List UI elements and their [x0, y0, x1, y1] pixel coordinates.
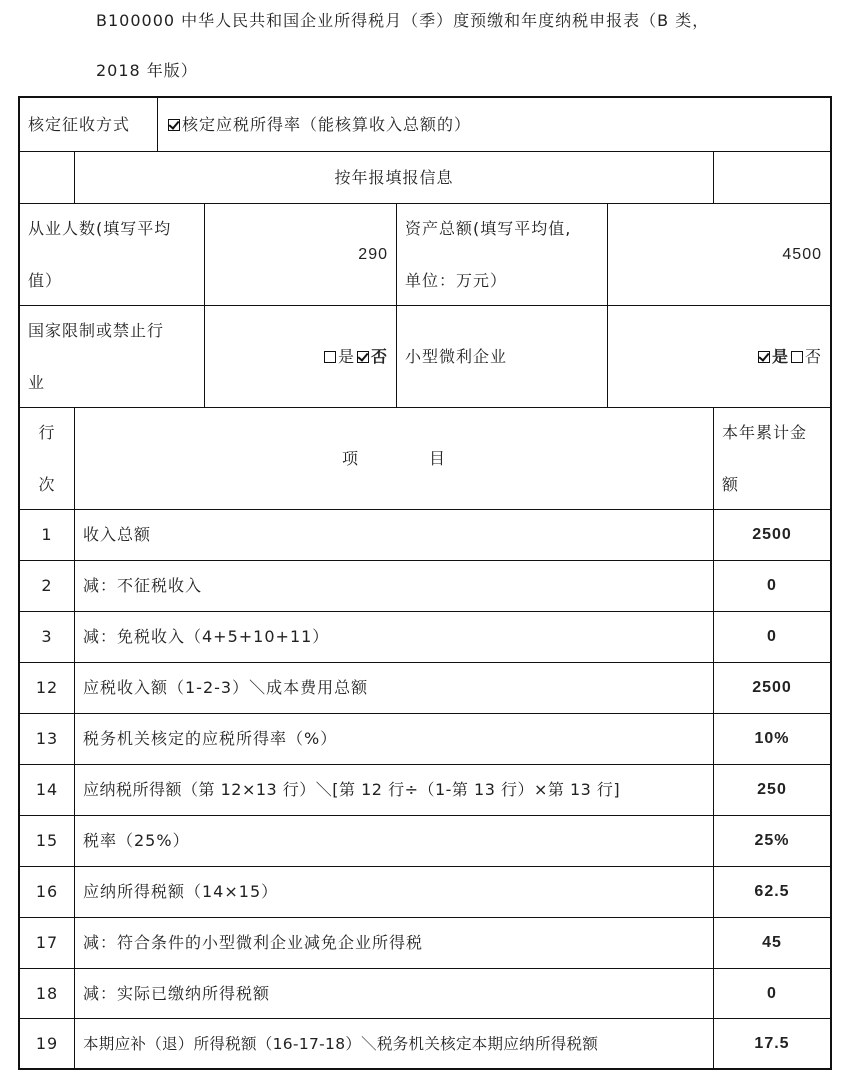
- collection-method-value: [158, 98, 830, 151]
- column-header-row-no-line-1: 行: [38, 422, 56, 442]
- row-item: 应纳所得税额（14×15）: [83, 882, 279, 901]
- row-amount: 62.5: [754, 883, 790, 900]
- table-row: [18, 561, 832, 612]
- restricted-label-line-2: 业: [28, 372, 46, 392]
- row-number: 13: [35, 729, 59, 748]
- row-item: 减：免税收入（4+5+10+11）: [83, 627, 330, 646]
- column-header-amount-line-1: 本年累计金: [722, 422, 808, 442]
- row-number: 2: [41, 576, 53, 595]
- table-row: [18, 612, 832, 663]
- table-row: [18, 765, 832, 816]
- row-amount: 2500: [752, 679, 792, 696]
- row-number: 15: [35, 831, 59, 850]
- row-number: 17: [35, 933, 59, 952]
- column-header-item-part-1: 项: [341, 448, 359, 468]
- column-header-row-no: [20, 408, 74, 509]
- restricted-no-label: 否: [370, 346, 388, 366]
- table-row: [18, 867, 832, 918]
- row-amount: 0: [767, 628, 777, 645]
- assets-value: 4500: [782, 245, 822, 263]
- small-enterprise-label: 小型微利企业: [405, 346, 508, 366]
- row-amount: 0: [767, 984, 777, 1002]
- restricted-label-line-1: 国家限制或禁止行: [28, 320, 165, 340]
- table-row: [18, 1019, 832, 1068]
- restricted-industry-label: [20, 306, 204, 407]
- tax-form-table: [18, 96, 832, 1070]
- row-item: 税务机关核定的应税所得率（%）: [83, 729, 338, 748]
- table-row: [18, 714, 832, 765]
- row-amount: 0: [767, 577, 777, 594]
- row-item: 税率（25%）: [83, 831, 190, 850]
- column-header-amount: [714, 408, 830, 509]
- collection-method-text: 核定应税所得率（能核算收入总额的）: [182, 114, 472, 134]
- row-item: 本期应补（退）所得税额（16-17-18）＼税务机关核定本期应纳所得税额: [83, 1034, 599, 1053]
- column-header-item: [75, 408, 713, 509]
- table-row: [18, 918, 832, 969]
- restricted-yes-label: 是: [337, 346, 355, 366]
- row-amount: 10%: [754, 730, 790, 747]
- employees-value: 290: [358, 245, 388, 263]
- row-item: 收入总额: [83, 525, 152, 544]
- employees-label-line-2: 值）: [28, 270, 63, 290]
- employees-label-line-1: 从业人数(填写平均: [28, 218, 172, 238]
- annual-info-heading: 按年报填报信息: [334, 167, 454, 187]
- row-item: 应纳税所得额（第 12×13 行）＼[第 12 行÷（1-第 13 行）×第 13 行]: [83, 780, 621, 799]
- row-number: 18: [35, 983, 59, 1003]
- row-amount: 25%: [754, 832, 790, 849]
- collection-method-label: 核定征收方式: [28, 114, 131, 134]
- restricted-yes-checkbox-icon[interactable]: [324, 351, 336, 363]
- row-amount: 2500: [752, 526, 792, 543]
- restricted-industry-options: [205, 306, 396, 407]
- row-amount: 17.5: [754, 1034, 790, 1052]
- row-amount: 250: [757, 781, 787, 798]
- table-row: [18, 816, 832, 867]
- table-row: [18, 663, 832, 714]
- table-row: [18, 510, 832, 561]
- row-amount: 45: [762, 934, 782, 951]
- small-no-checkbox-icon[interactable]: [791, 351, 803, 363]
- row-item: 减：符合条件的小型微利企业减免企业所得税: [83, 933, 424, 952]
- row-item: 应税收入额（1-2-3）＼成本费用总额: [83, 678, 369, 697]
- employees-label: [20, 204, 204, 305]
- small-yes-label: 是: [771, 346, 789, 366]
- form-title-line-1: B100000 中华人民共和国企业所得税月（季）度预缴和年度纳税申报表（B 类，: [96, 11, 710, 30]
- restricted-no-checkbox-icon[interactable]: [357, 351, 369, 363]
- assets-label: [397, 204, 607, 305]
- row-number: 1: [41, 525, 53, 544]
- row-item: 减：不征税收入: [83, 576, 203, 595]
- form-title-line-2: 2018 年版）: [96, 61, 198, 80]
- column-header-row-no-line-2: 次: [38, 474, 56, 494]
- small-yes-checkbox-icon[interactable]: [758, 351, 770, 363]
- row-number: 19: [35, 1033, 59, 1053]
- small-enterprise-options: [608, 306, 830, 407]
- row-number: 3: [41, 627, 53, 646]
- column-header-item-part-2: 目: [429, 448, 447, 468]
- assets-label-line-2: 单位：万元）: [405, 270, 508, 290]
- small-no-label: 否: [804, 346, 822, 366]
- row-number: 12: [35, 678, 59, 697]
- row-number: 16: [35, 882, 59, 901]
- column-header-amount-line-2: 额: [722, 474, 740, 494]
- assets-label-line-1: 资产总额(填写平均值,: [405, 218, 572, 238]
- checkbox-checked-icon[interactable]: [168, 119, 180, 131]
- row-number: 14: [35, 780, 59, 799]
- table-row: [18, 969, 832, 1019]
- row-item: 减：实际已缴纳所得税额: [83, 983, 271, 1003]
